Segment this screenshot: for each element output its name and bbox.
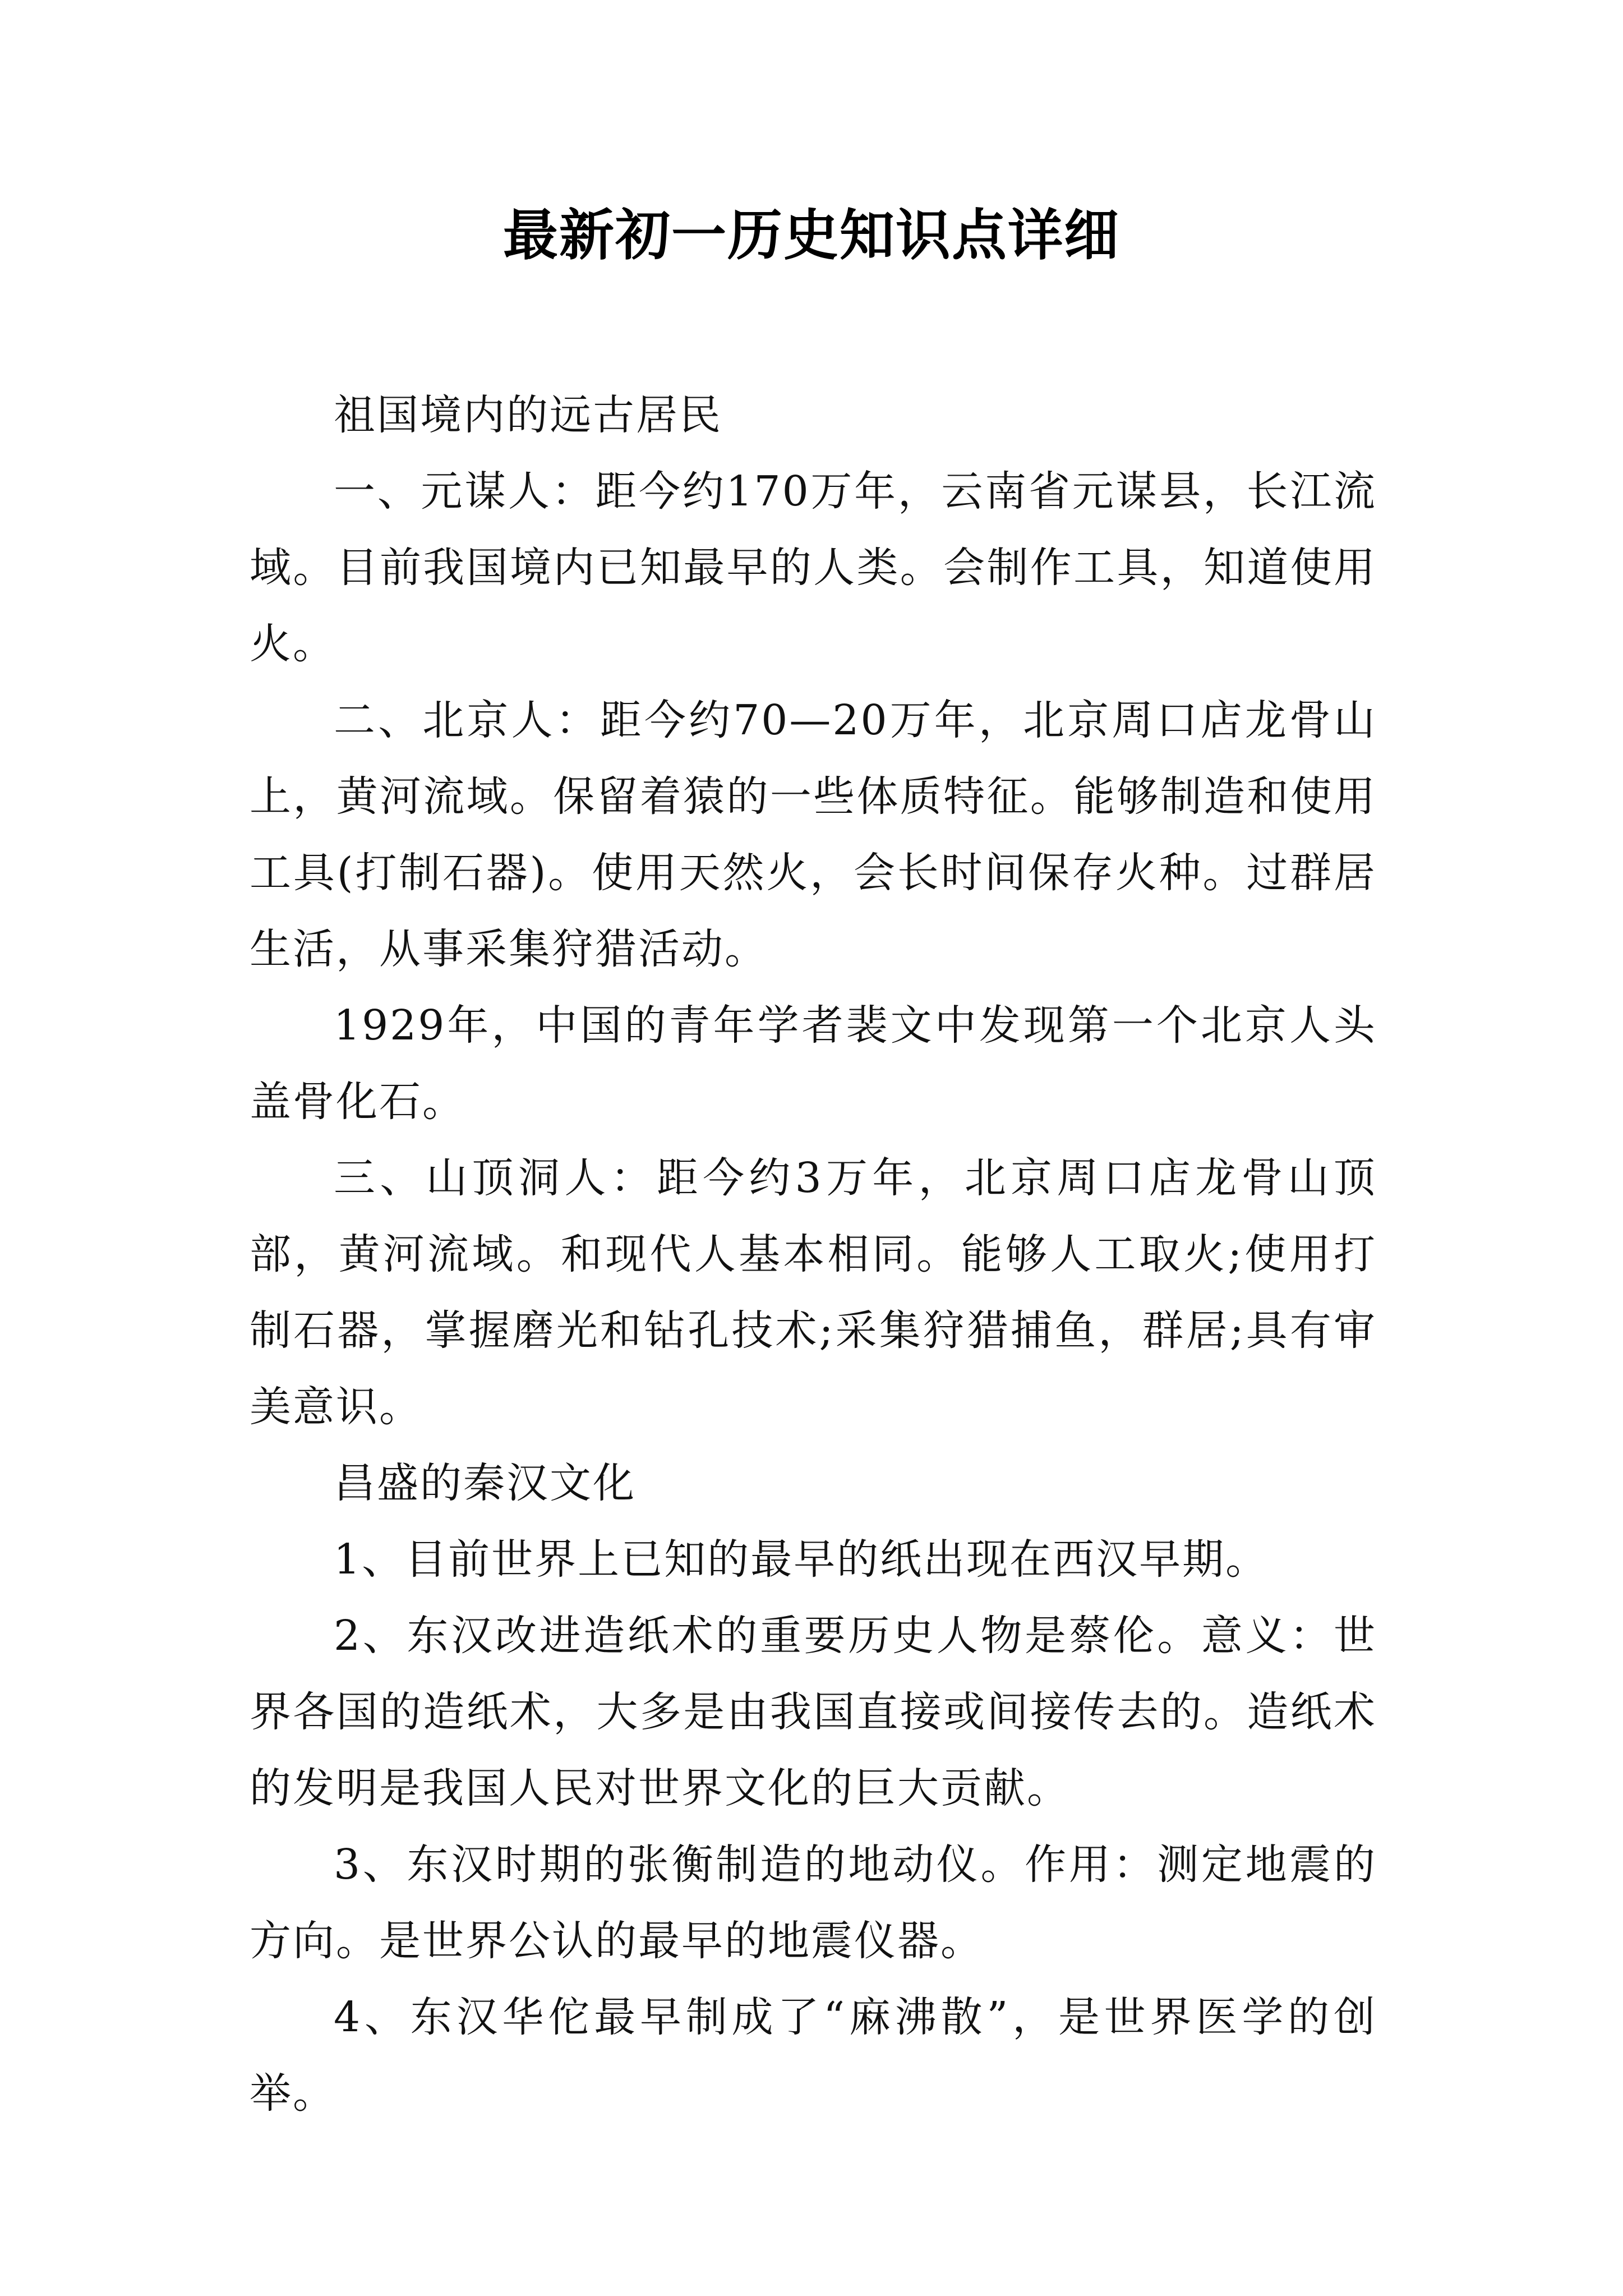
document-title: 最新初一历史知识点详细	[502, 203, 1120, 268]
paragraph-earliest-paper: 1、目前世界上已知的最早的纸出现在西汉早期。	[334, 1535, 1269, 1584]
paragraph-yuanmou-man: 一、元谋人：距今约170万年，云南省元谋县，长江流域。目前我国境内已知最早的人类。会制作工具，知道使用火。	[250, 467, 1377, 668]
paragraph-upper-cave-man: 三、山顶洞人：距今约3万年，北京周口店龙骨山顶部，黄河流域。和现代人基本相同。能够人工取火;使用打制石器，掌握磨光和钻孔技术;采集狩猎捕鱼，群居;具有审美意识。	[250, 1154, 1377, 1431]
section-heading-prehistoric: 祖国境内的远古居民	[334, 391, 722, 439]
paragraph-peking-man: 二、北京人：距今约70—20万年，北京周口店龙骨山上，黄河流域。保留着猿的一些体质特征。能够制造和使用工具(打制石器)。使用天然火，会长时间保存火种。过群居生活，从事采集狩猎活动。	[250, 696, 1377, 973]
document-body	[250, 377, 1377, 2132]
paragraph-pei-wenzhong: 1929年，中国的青年学者裴文中发现第一个北京人头盖骨化石。	[250, 1001, 1377, 1126]
paragraph-cai-lun: 2、东汉改进造纸术的重要历史人物是蔡伦。意义：世界各国的造纸术，大多是由我国直接或间接传去的。造纸术的发明是我国人民对世界文化的巨大贡献。	[250, 1612, 1377, 1812]
section-heading-qin-han: 昌盛的秦汉文化	[334, 1459, 636, 1507]
paragraph-zhang-heng: 3、东汉时期的张衡制造的地动仪。作用：测定地震的方向。是世界公认的最早的地震仪器。	[250, 1841, 1377, 1965]
paragraph-hua-tuo: 4、东汉华佗最早制成了“麻沸散”，是世界医学的创举。	[250, 1993, 1377, 2118]
